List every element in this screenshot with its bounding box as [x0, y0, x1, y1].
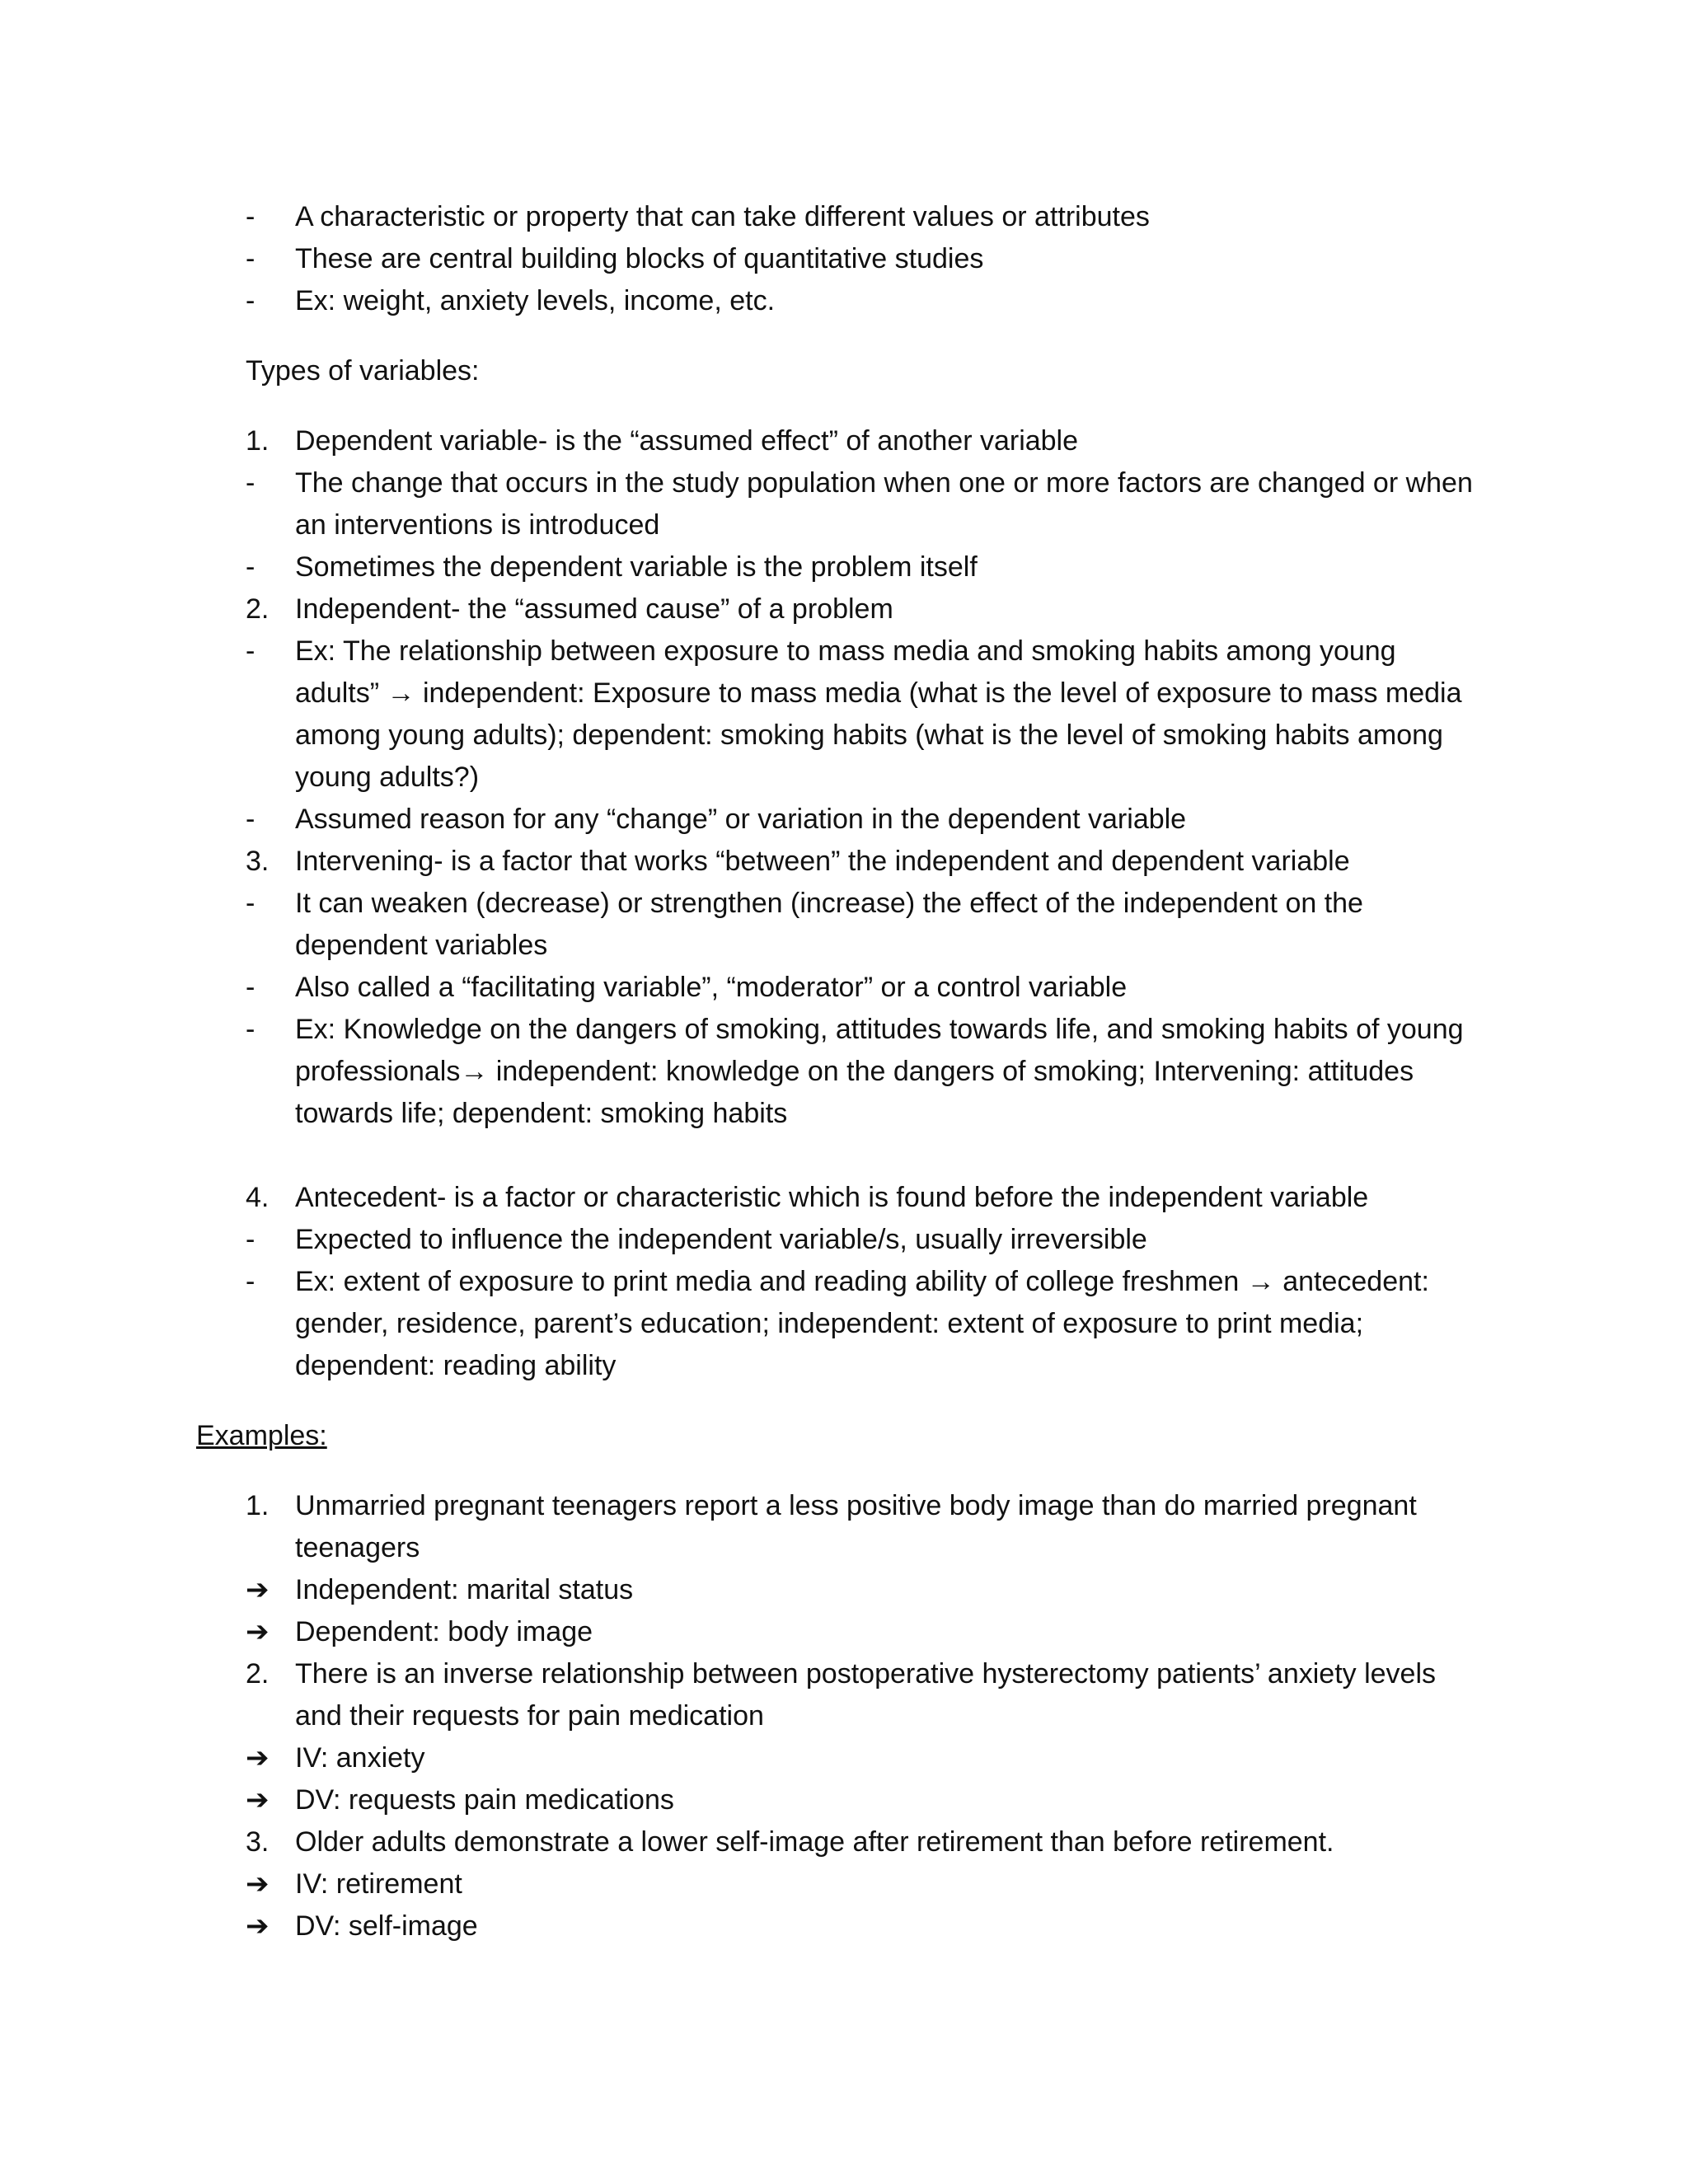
- list-text: Ex: extent of exposure to print media and reading ability of college freshmen → antecedent: gender, residence, parent’s education; independent: extent of exposure to print media; dependent: reading ability: [295, 1266, 1429, 1381]
- types-heading: Types of variables:: [246, 355, 480, 387]
- list-text: Intervening- is a factor that works “between” the independent and dependent variable: [295, 846, 1350, 877]
- example-item: [196, 1863, 1482, 1905]
- arrow-icon: ➔: [246, 1742, 270, 1774]
- intro-bullet: [196, 280, 1482, 322]
- list-marker: 1.: [246, 425, 270, 457]
- list-text: It can weaken (decrease) or strengthen (increase) the effect of the independent on the dependent variables: [295, 888, 1363, 961]
- list-text: Ex: The relationship between exposure to mass media and smoking habits among young adults” → independent: Exposure to mass media (what is the level of exposure to mass media among young adults); dependent: smoking habits (what is the level of smoking habits among young adults?): [295, 635, 1462, 793]
- list-text: Ex: Knowledge on the dangers of smoking, attitudes towards life, and smoking habits of young professionals→ independent: knowledge on the dangers of smoking; Intervening: attitudes towards life; dependent: smoking habits: [295, 1014, 1464, 1129]
- list-item: [196, 630, 1482, 799]
- arrow-icon: ➔: [246, 1574, 270, 1605]
- example-item: [196, 1821, 1482, 1863]
- list-marker: -: [246, 1266, 256, 1297]
- examples-heading: Examples:: [196, 1420, 327, 1451]
- list-text: Antecedent- is a factor or characteristic which is found before the independent variable: [295, 1182, 1369, 1213]
- list-marker: -: [246, 1014, 256, 1045]
- bullet-text: These are central building blocks of quantitative studies: [295, 243, 984, 274]
- example-text: IV: retirement: [295, 1868, 462, 1900]
- list-item: [196, 1009, 1482, 1135]
- arrow-icon: ➔: [246, 1910, 270, 1942]
- example-text: IV: anxiety: [295, 1742, 425, 1774]
- example-text: Unmarried pregnant teenagers report a less positive body image than do married pregnant teenagers: [295, 1490, 1417, 1563]
- list-text: Also called a “facilitating variable”, “moderator” or a control variable: [295, 972, 1128, 1003]
- list-item: [196, 1261, 1482, 1387]
- list-item: [196, 462, 1482, 546]
- example-text: DV: self-image: [295, 1910, 478, 1942]
- list-item: [196, 841, 1482, 883]
- intro-bullet: [196, 196, 1482, 238]
- list-text: Assumed reason for any “change” or variation in the dependent variable: [295, 804, 1187, 835]
- list-marker: -: [246, 972, 256, 1003]
- list-text: Expected to influence the independent variable/s, usually irreversible: [295, 1224, 1147, 1255]
- list-item: [196, 588, 1482, 630]
- intro-bullet: [196, 238, 1482, 280]
- example-item: [196, 1653, 1482, 1737]
- list-item: [196, 1219, 1482, 1261]
- list-marker: 3.: [246, 846, 270, 877]
- example-item: [196, 1485, 1482, 1569]
- list-text: The change that occurs in the study population when one or more factors are changed or when an interventions is introduced: [295, 467, 1473, 541]
- list-marker: -: [246, 888, 256, 919]
- dash-marker: -: [246, 243, 256, 274]
- list-marker: -: [246, 635, 256, 667]
- list-text: Dependent variable- is the “assumed effect” of another variable: [295, 425, 1079, 457]
- bullet-text: Ex: weight, anxiety levels, income, etc.: [295, 285, 776, 316]
- example-text: Older adults demonstrate a lower self-image after retirement than before retirement.: [295, 1826, 1334, 1858]
- list-marker: -: [246, 1224, 256, 1255]
- list-item: [196, 546, 1482, 588]
- list-marker: 3.: [246, 1826, 270, 1858]
- example-text: Dependent: body image: [295, 1616, 593, 1647]
- list-item: [196, 420, 1482, 462]
- list-marker: 2.: [246, 1658, 270, 1690]
- example-text: Independent: marital status: [295, 1574, 634, 1605]
- list-text: Sometimes the dependent variable is the problem itself: [295, 551, 978, 583]
- document-body: [196, 196, 1482, 1947]
- list-marker: 1.: [246, 1490, 270, 1521]
- example-text: DV: requests pain medications: [295, 1784, 674, 1816]
- list-marker: -: [246, 804, 256, 835]
- arrow-icon: ➔: [246, 1868, 270, 1900]
- example-text: There is an inverse relationship between postoperative hysterectomy patients’ anxiety levels and their requests for pain medication: [295, 1658, 1437, 1732]
- arrow-icon: ➔: [246, 1616, 270, 1647]
- example-item: [196, 1611, 1482, 1653]
- example-item: [196, 1905, 1482, 1947]
- example-item: [196, 1569, 1482, 1611]
- example-item: [196, 1737, 1482, 1779]
- list-item: [196, 967, 1482, 1009]
- list-item: [196, 1177, 1482, 1219]
- list-item: [196, 799, 1482, 841]
- bullet-text: A characteristic or property that can take different values or attributes: [295, 201, 1150, 232]
- dash-marker: -: [246, 285, 256, 316]
- arrow-icon: ➔: [246, 1784, 270, 1816]
- list-marker: 4.: [246, 1182, 270, 1213]
- list-marker: -: [246, 467, 256, 499]
- example-item: [196, 1779, 1482, 1821]
- list-marker: 2.: [246, 593, 270, 625]
- list-marker: -: [246, 551, 256, 583]
- dash-marker: -: [246, 201, 256, 232]
- list-text: Independent- the “assumed cause” of a problem: [295, 593, 893, 625]
- list-item: [196, 883, 1482, 967]
